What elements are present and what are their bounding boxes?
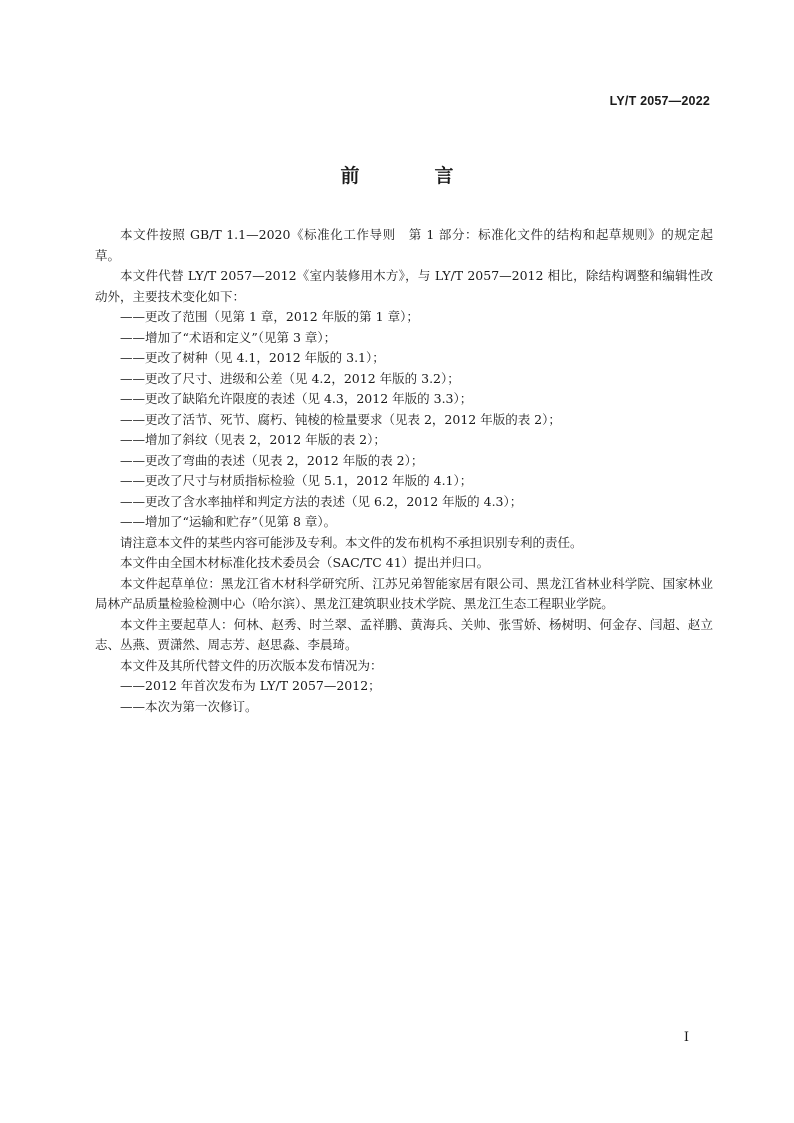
list-item: ——更改了尺寸与材质指标检验（见 5.1，2012 年版的 4.1）； xyxy=(120,473,473,488)
page-number: I xyxy=(683,1030,689,1045)
list-item: ——更改了缺陷允许限度的表述（见 4.3，2012 年版的 3.3）； xyxy=(120,391,473,406)
history-list xyxy=(95,676,713,717)
list-item: ——增加了“运输和贮存”（见第 8 章）。 xyxy=(120,514,337,529)
page-title: 前 言 xyxy=(340,165,482,187)
paragraph-replacement: 本文件代替 LY/T 2057—2012《室内装修用木方》，与 LY/T 2057—2012 相比，除结构调整和编辑性改动外，主要技术变化如下： xyxy=(95,268,713,304)
list-item: ——本次为第一次修订。 xyxy=(120,698,258,714)
paragraph-drafting-rules: 本文件按照 GB/T 1.1—2020《标准化工作导则 第 1 部分：标准化文件的结构和起草规则》的规定起草。 xyxy=(95,227,713,263)
changes-list xyxy=(95,307,713,533)
list-item: ——更改了树种（见 4.1，2012 年版的 3.1）； xyxy=(120,350,385,365)
list-item: ——更改了弯曲的表述（见表 2，2012 年版的表 2）； xyxy=(120,452,424,468)
list-item: ——2012 年首次发布为 LY/T 2057—2012； xyxy=(120,678,381,693)
paragraph-history-intro: 本文件及其所代替文件的历次版本发布情况为： xyxy=(120,657,383,673)
list-item: ——更改了含水率抽样和判定方法的表述（见 6.2，2012 年版的 4.3）； xyxy=(120,493,523,509)
document-code: LY/T 2057—2022 xyxy=(609,94,710,108)
list-item: ——更改了尺寸、进级和公差（见 4.2，2012 年版的 3.2）； xyxy=(120,370,460,386)
paragraph-drafting-units: 本文件起草单位：黑龙江省木材科学研究所、江苏兄弟智能家居有限公司、黑龙江省林业科学院、国家林业局林产品质量检验检测中心（哈尔滨）、黑龙江建筑职业技术学院、黑龙江生态工程职业学院。 xyxy=(95,575,713,611)
list-item: ——更改了活节、死节、腐朽、钝棱的检量要求（见表 2，2012 年版的表 2）； xyxy=(120,411,561,427)
paragraph-proposer: 本文件由全国木材标准化技术委员会（SAC/TC 41）提出并归口。 xyxy=(120,555,490,570)
list-item: ——更改了范围（见第 1 章，2012 年版的第 1 章）； xyxy=(120,309,419,324)
preface-body xyxy=(95,225,713,717)
list-item: ——增加了“术语和定义”（见第 3 章）； xyxy=(120,329,337,345)
paragraph-drafters: 本文件主要起草人：何林、赵秀、时兰翠、孟祥鹏、黄海兵、关帅、张雪娇、杨树明、何金存、闫超、赵立志、丛燕、贾潇然、周志芳、赵思淼、李晨琦。 xyxy=(95,616,713,652)
paragraph-patent-notice: 请注意本文件的某些内容可能涉及专利。本文件的发布机构不承担识别专利的责任。 xyxy=(120,534,583,550)
list-item: ——增加了斜纹（见表 2，2012 年版的表 2）； xyxy=(120,432,386,447)
